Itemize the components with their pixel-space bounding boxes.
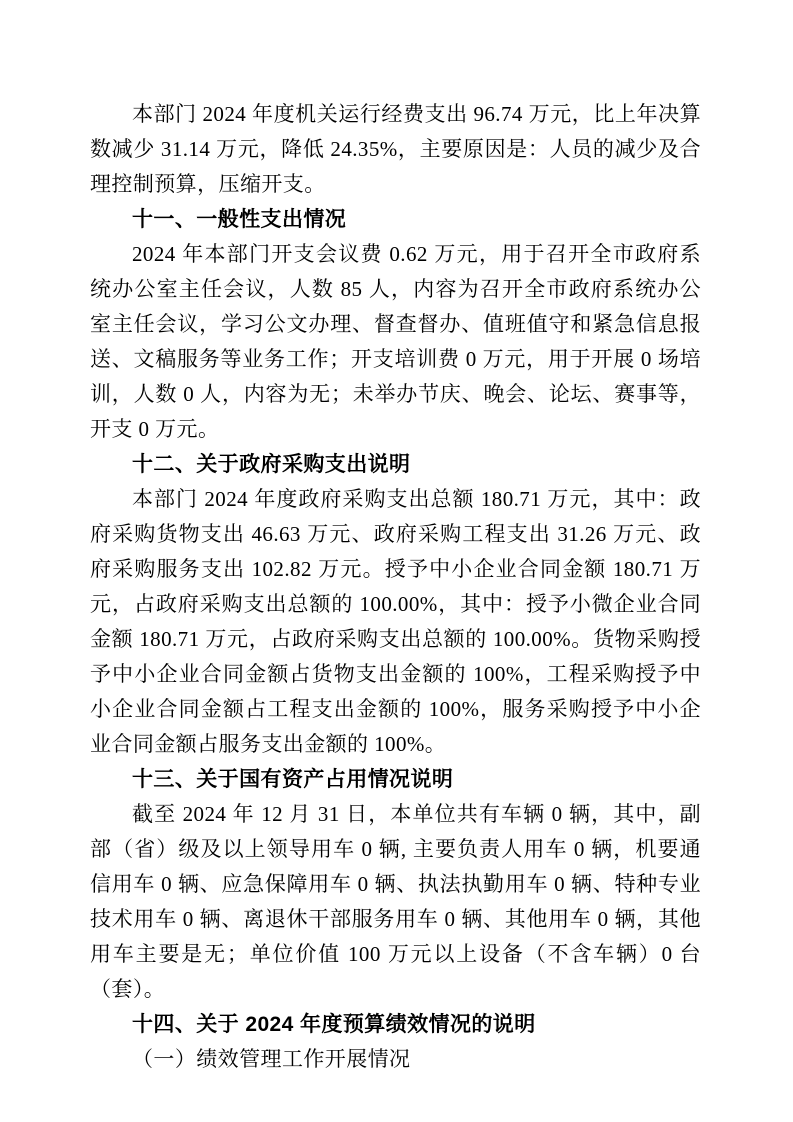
heading-section-12-government-procurement: 十二、关于政府采购支出说明	[132, 453, 411, 476]
paragraph-government-procurement-details: 本部门 2024 年度政府采购支出总额 180.71 万元，其中：政府采购货物支出 46.63 万元、政府采购工程支出 31.26 万元、政府采购服务支出 102.82 万元。授予中小企业合同金额 180.71 万元，占政府采购支出总额的 100.00%，其中：授予小微企业合同金额 180.71 万元，占政府采购支出总额的 100.00%。货物采购授予中小企业合同金额占货物支出金额的 100%，工程采购授予中小企业合同金额占工程支出金额的 100%，服务采购授予中小企业合同金额占服务支出金额的 100%。	[90, 487, 701, 756]
paragraph-agency-operating-expenses: 本部门 2024 年度机关运行经费支出 96.74 万元，比上年决算数减少 31.14 万元，降低 24.35%，主要原因是：人员的减少及合理控制预算，压缩开支。	[90, 102, 701, 196]
subheading-performance-management-work: （一）绩效管理工作开展情况	[132, 1048, 411, 1071]
paragraph-general-expenditure-details: 2024 年本部门开支会议费 0.62 万元，用于召开全市政府系统办公室主任会议，人数 85 人，内容为召开全市政府系统办公室主任会议，学习公文办理、督查督办、值班值守和紧急信息报送、文稿服务等业务工作；开支培训费 0 万元，用于开展 0 场培训，人数 0 人，内容为无；未举办节庆、晚会、论坛、赛事等，开支 0 万元。	[90, 242, 701, 441]
paragraph-state-owned-assets-details: 截至 2024 年 12 月 31 日，本单位共有车辆 0 辆，其中，副部（省）级及以上领导用车 0 辆, 主要负责人用车 0 辆，机要通信用车 0 辆、应急保障用车 0 辆、执法执勤用车 0 辆、特种专业技术用车 0 辆、离退休干部服务用车 0 辆、其他用车 0 辆，其他用车主要是无；单位价值 100 万元以上设备（不含车辆）0 台（套）。	[90, 802, 701, 1001]
heading-section-14-budget-performance: 十四、关于 2024 年度预算绩效情况的说明	[132, 1013, 536, 1036]
heading-section-11-general-expenditure: 十一、一般性支出情况	[132, 208, 347, 231]
heading-section-13-state-owned-assets: 十三、关于国有资产占用情况说明	[132, 768, 454, 791]
